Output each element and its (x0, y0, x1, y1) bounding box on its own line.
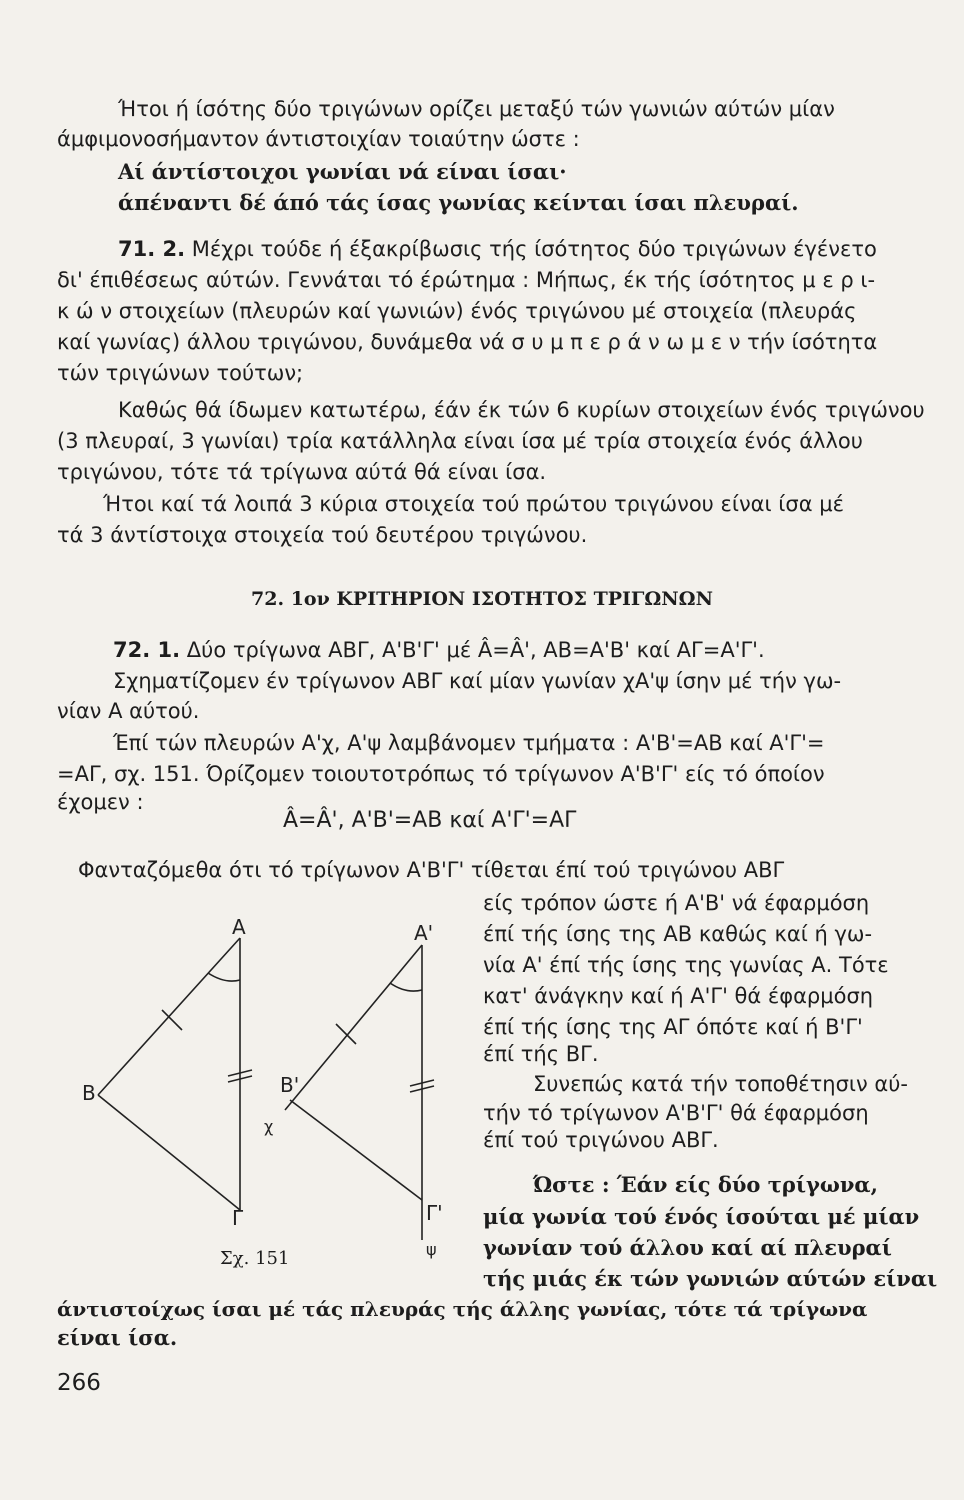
paragraph-line: =ΑΓ, σχ. 151. Όρίζομεν τοιουτοτρόπως τό τρίγωνον Α'Β'Γ' είς τό όποίον (57, 762, 825, 786)
figure-caption: Σχ. 151 (220, 1248, 290, 1269)
section-number: 71. 2. (118, 237, 186, 261)
paragraph-line: δι' έπιθέσεως αύτών. Γεννάται τό έρώτημα : Μήπως, έκ τής ίσότητος μ ε ρ ι- (57, 268, 876, 292)
figure-151 (80, 910, 480, 1280)
right-column-line: έπί τής ΒΓ. (483, 1042, 599, 1066)
page-number: 266 (57, 1370, 101, 1396)
conclusion-line: είναι ίσα. (57, 1325, 178, 1350)
right-column-line: Συνεπώς κατά τήν τοποθέτησιν αύ- (533, 1072, 908, 1096)
conclusion-line: γωνίαν τού άλλου καί αί πλευραί (483, 1235, 892, 1260)
ray-Ax (285, 945, 422, 1110)
paragraph-line: Καθώς θά ίδωμεν κατωτέρω, έάν έκ τών 6 κυρίων στοιχείων ένός τριγώνου (118, 398, 925, 422)
right-column-line: τήν τό τρίγωνον Α'Β'Γ' θά έφαρμόση (483, 1101, 869, 1125)
right-column-line: νία Α' έπί τής ίσης της γωνίας Α. Τότε (483, 953, 889, 977)
equality-line: Â=Â', Α'Β'=ΑΒ καί Α'Γ'=ΑΓ (283, 808, 577, 833)
paragraph-line: Έπί τών πλευρών Α'χ, Α'ψ λαμβάνομεν τμήματα : Α'Β'=ΑΒ καί Α'Γ'= (113, 731, 825, 755)
label-A: Α (232, 915, 246, 939)
conclusion-line: Ώστε : Έάν είς δύο τρίγωνα, (533, 1172, 878, 1197)
paragraph-line: Σχηματίζομεν έν τρίγωνον ΑΒΓ καί μίαν γωνίαν χΑ'ψ ίσην μέ τήν γω- (113, 669, 842, 693)
paragraph-line: Ήτοι καί τά λοιπά 3 κύρια στοιχεία τού πρώτου τριγώνου είναι ίσα μέ (103, 492, 844, 516)
paragraph-line: (3 πλευραί, 3 γωνίαι) τρία κατάλληλα είναι ίσα μέ τρία στοιχεία ένός άλλου (57, 429, 863, 453)
bold-statement: άπέναντι δέ άπό τάς ίσας γωνίας κείνται ίσαι πλευραί. (118, 190, 799, 215)
section-heading: 72. 1ον ΚΡΙΤΗΡΙΟΝ ΙΣΟΤΗΤΟΣ ΤΡΙΓΩΝΩΝ (251, 588, 713, 610)
paragraph-line: έχομεν : (57, 790, 144, 814)
paragraph-text: Μέχρι τούδε ή έξακρίβωσις τής ίσότητος δύο τριγώνων έγένετο (191, 237, 877, 261)
conclusion-line: τής μιάς έκ τών γωνιών αύτών είναι (483, 1266, 938, 1291)
right-column-line: έπί τού τριγώνου ΑΒΓ. (483, 1128, 719, 1152)
angle-arc-A (208, 973, 240, 981)
label-B2: Β' (280, 1073, 300, 1097)
label-psi: ψ (426, 1240, 437, 1259)
bold-statement: Αί άντίστοιχοι γωνίαι νά είναι ίσαι· (118, 159, 567, 184)
paragraph-line: άμφιμονοσήμαντον άντιστοιχίαν τοιαύτην ώστε : (57, 127, 580, 151)
section-72-1-line (113, 635, 964, 665)
conclusion-line: άντιστοίχως ίσαι μέ τάς πλευράς τής άλλης γωνίας, τότε τά τρίγωνα (57, 1297, 868, 1321)
paragraph-line: τών τριγώνων τούτων; (57, 361, 304, 385)
label-A2: Α' (414, 921, 434, 945)
paragraph-line: τριγώνου, τότε τά τρίγωνα αύτά θά είναι ίσα. (57, 460, 547, 484)
side-B2G2 (290, 1100, 422, 1200)
conclusion-line: μία γωνία τού ένός ίσούται μέ μίαν (483, 1204, 920, 1229)
paragraph-line: καί γωνίας) άλλου τριγώνου, δυνάμεθα νά σ υ μ π ε ρ ά ν ω μ ε ν τήν ίσότητα (57, 330, 878, 354)
label-B: Β (82, 1081, 96, 1105)
label-G: Γ (232, 1206, 244, 1230)
right-column-line: έπί τής ίσης της ΑΓ όπότε καί ή Β'Γ' (483, 1015, 863, 1039)
side-BG (98, 1095, 240, 1210)
right-column-line: είς τρόπον ώστε ή Α'Β' νά έφαρμόση (483, 891, 870, 915)
paragraph-line: νίαν Α αύτού. (57, 699, 200, 723)
label-G2: Γ' (426, 1201, 443, 1225)
section-number: 72. 1. (113, 638, 181, 662)
paragraph-line: Φανταζόμεθα ότι τό τρίγωνον Α'Β'Γ' τίθεται έπί τού τριγώνου ΑΒΓ (78, 858, 785, 882)
paragraph-text: Δύο τρίγωνα ΑΒΓ, Α'Β'Γ' μέ Â=Â', ΑΒ=Α'Β' καί ΑΓ=Α'Γ'. (186, 638, 765, 662)
paragraph-line: τά 3 άντίστοιχα στοιχεία τού δευτέρου τριγώνου. (57, 523, 588, 547)
paragraph-line: Ήτοι ή ίσότης δύο τριγώνων ορίζει μεταξύ τών γωνιών αύτών μίαν (118, 97, 835, 121)
paragraph-line: κ ώ ν στοιχείων (πλευρών καί γωνιών) ένός τριγώνου μέ στοιχεία (πλευράς (57, 299, 857, 323)
section-71-2-line (118, 234, 964, 264)
right-column-line: κατ' άνάγκην καί ή Α'Γ' θά έφαρμόση (483, 984, 874, 1008)
label-x: χ (264, 1117, 274, 1136)
angle-arc-A2 (390, 983, 422, 991)
right-column-line: έπί τής ίσης της ΑΒ καθώς καί ή γω- (483, 922, 873, 946)
